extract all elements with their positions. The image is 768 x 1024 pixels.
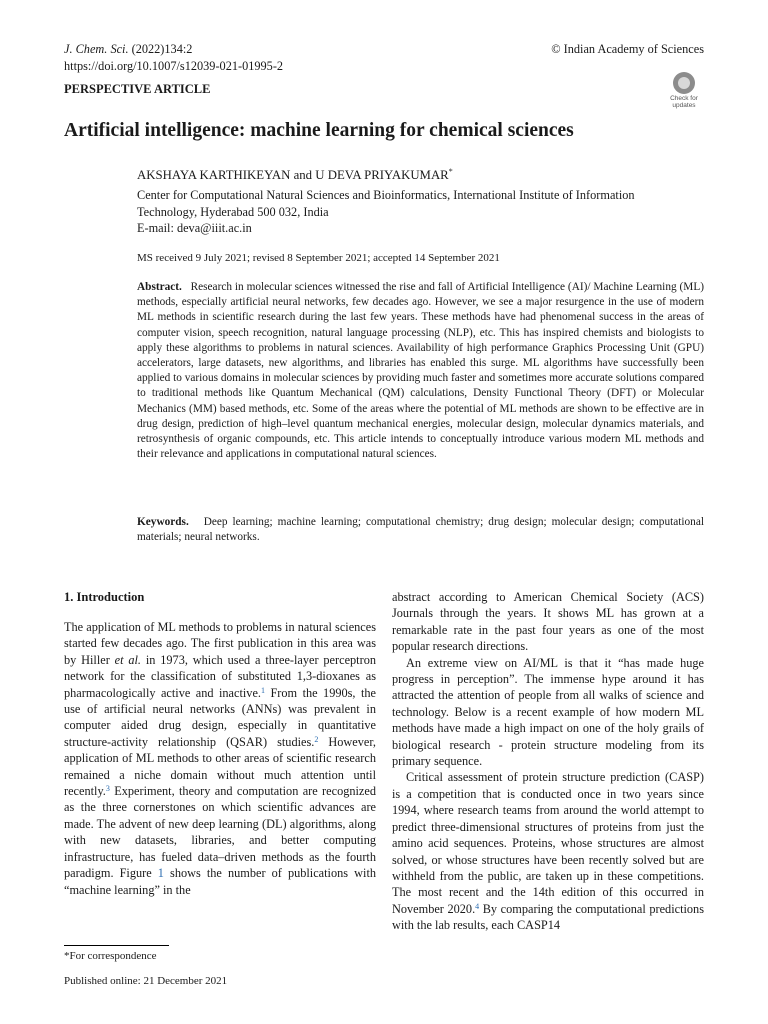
author-email[interactable]: E-mail: deva@iiit.ac.in	[137, 221, 252, 235]
author-line	[137, 168, 704, 183]
intro-paragraph-2: abstract according to American Chemical Society (ACS) Journals through the years. It shows ML has grown at a remarkable rate in the past four years as one of the most popular research directions.	[392, 590, 704, 654]
intro-paragraph-4: Critical assessment of protein structure prediction (CASP) is a competition that is conducted once in two years since 1994, where research teams from around the world attempt to predict three-dimensional structures of proteins from just the amino acid sequences. Proteins, whose structures are almost solved, or whose structures have been recently solved but are withheld from the public, are taken up in these competitions. The most recent and the 14th edition of this occurred in November 2020.$^4$ By comparing the computational predictions with the lab results, each CASP14	[392, 770, 704, 933]
body-column-right	[392, 589, 704, 934]
authors: AKSHAYA KARTHIKEYAN and U DEVA PRIYAKUMAR	[137, 168, 449, 182]
affiliation-line-1: Center for Computational Natural Sciences and Bioinformatics, International Institute of Information	[137, 188, 635, 202]
article-type: PERSPECTIVE ARTICLE	[64, 82, 211, 96]
citation-link[interactable]: 3	[105, 784, 110, 794]
citation-link[interactable]: 4	[475, 901, 480, 911]
check-updates-label: Check for updates	[670, 95, 698, 109]
published-date: Published online: 21 December 2021	[64, 975, 228, 987]
affiliation-line-2: Technology, Hyderabad 500 032, India	[137, 204, 329, 219]
copyright-notice: © Indian Academy of Sciences	[551, 42, 704, 56]
figure-link[interactable]: 1	[157, 866, 164, 881]
correspondence-footnote: *For correspondence	[64, 950, 157, 962]
keywords-text: Deep learning; machine learning; computational chemistry; drug design; molecular design; computational materials; neural networks.	[137, 516, 704, 544]
doi-link[interactable]: https://doi.org/10.1007/s12039-021-01995-2	[64, 59, 284, 73]
intro-paragraph-3: An extreme view on AI/ML is that it “has made huge progress in perception”. The immense hype around it has attracted the attention of people from all walks of science and technology. Below is a recent example of how modern ML methods have made a high impact on one of the holy grails of biological research - protein structure modeling from its primary sequence.	[392, 655, 704, 769]
check-updates-icon	[673, 72, 695, 94]
check-for-updates-badge[interactable]	[664, 72, 704, 112]
abstract	[137, 280, 704, 462]
abstract-text: Research in molecular sciences witnessed the rise and fall of Artificial Intelligence (AI)/ Machine Learning (ML) methods, especially artificial neural networks, few decades ago. However, we see a major resurgence in the use of modern ML methods in scientific research during the last few years. These methods have had phenomenal success in the areas of computer vision, speech recognition, natural language processing (NLP), etc. This has inspired chemists and biologists to apply these algorithms to problems in natural sciences. Availability of high performance Graphics Processing Unit (GPU) accelerators, large datasets, new algorithms, and libraries has enabled this surge. ML algorithms have successfully been applied to various domains in molecular sciences by providing much faster and sometimes more accurate solutions compared to traditional methods like Quantum Mechanical (QM) calculations, Density Functional Theory (DFT) or Molecular Mechanics (MM) based methods, etc. Some of the areas where the potential of ML methods are shown to be effective are in drug design, prediction of high–level quantum mechanical energies, molecular design, molecular dynamics materials, and retrosynthesis of organic compounds, etc. This article intends to conceptually introduce various modern ML methods and their relevance and applications in computational natural sciences.	[137, 281, 704, 461]
correspondence-mark: *	[448, 167, 453, 176]
footnote-divider	[64, 945, 169, 946]
intro-paragraph-1: The application of ML methods to problems in natural sciences started few decades ago. The first publication in this area was by Hiller et al. in 1973, which used a three-layer perceptron network for the classification of substituted 1,3-dioxanes as pharmacologically active and inactive.$^1$ From the 1990s, the use of artificial neural networks (ANNs) was prevalent in computer aided drug design, especially in quantitative structure-activity relationship (QSAR) studies.$^2$ However, application of ML methods to other areas of scientific research remained a niche domain without much attention until recently.$^3$ Experiment, theory and computation are recognized as the three cornerstones on which scientific advances are made. The advent of new deep learning (DL) algorithms, along with new datasets, libraries, and better computing infrastructure, has fueled data–driven methods as the fourth paradigm. Figure 1 shows the number of publications with “machine learning” in the	[64, 620, 377, 897]
body-column-left	[64, 589, 376, 898]
affiliation	[137, 187, 704, 237]
keywords	[137, 515, 704, 545]
keywords-label: Keywords.	[137, 516, 189, 528]
citation-link[interactable]: 2	[314, 734, 319, 744]
journal-name: J. Chem. Sci.	[64, 42, 129, 56]
citation-link[interactable]: 1	[261, 685, 265, 695]
section-heading: 1. Introduction	[64, 590, 145, 604]
journal-citation	[64, 41, 192, 57]
manuscript-dates: MS received 9 July 2021; revised 8 September 2021; accepted 14 September 2021	[137, 252, 500, 264]
abstract-label: Abstract.	[137, 281, 182, 293]
journal-volume: (2022)134:2	[128, 42, 193, 56]
article-title: Artificial intelligence: machine learning for chemical sciences	[64, 120, 574, 141]
